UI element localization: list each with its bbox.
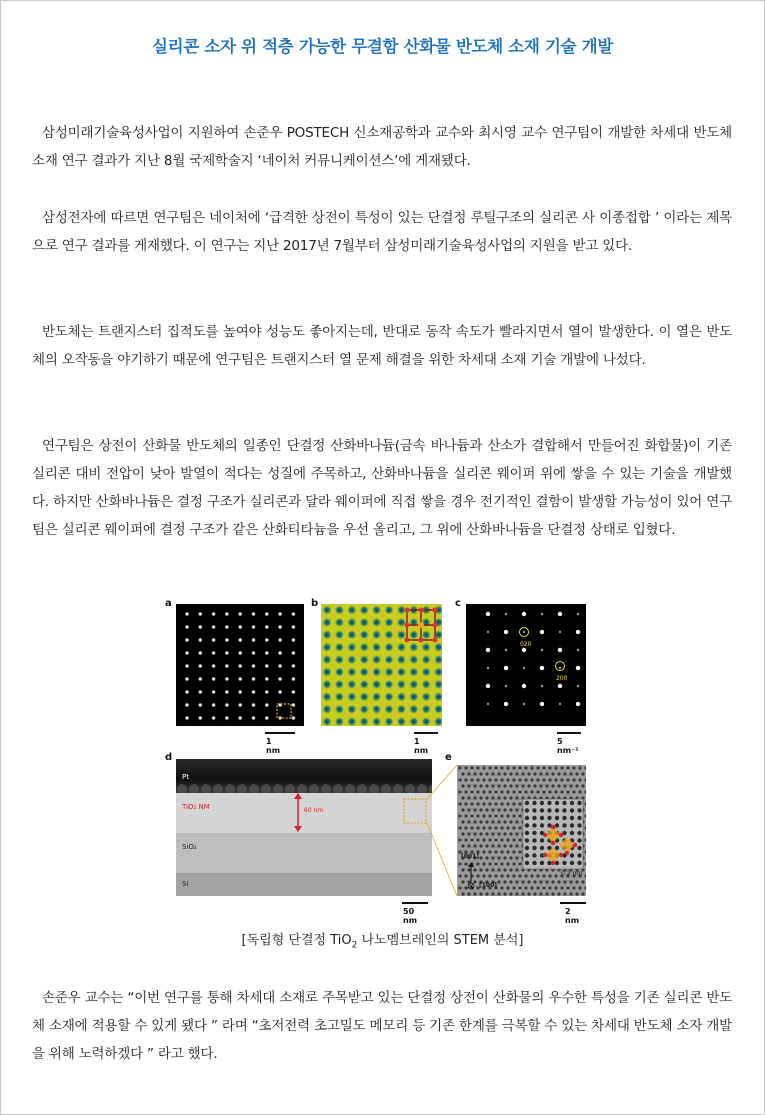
panel-label-a: a	[165, 598, 172, 609]
paragraph-2: 삼성전자에 따르면 연구팀은 네이처에 ‘급격한 상전이 특성이 있는 단결정 루틸구조의 실리콘 사 이종접합 ’ 이라는 제목으로 연구 결과를 게재했다. 이 연구는 지난 2017년 7월부터 삼성미래기술육성사업의 지원을 받고 있다.	[32, 210, 732, 254]
paragraph-3: 반도체는 트랜지스터 집적도를 높여야 성능도 좋아지는데, 반대로 동작 속도가 빨라지면서 열이 발생한다. 이 열은 반도체의 오작동을 야기하기 때문에 연구팀은 트랜지스터 열 문제 해결을 위한 차세대 소재 기술 개발에 나섰다.	[32, 324, 732, 368]
panel-label-b: b	[311, 598, 319, 609]
thickness-label: 60 nm	[304, 807, 324, 814]
label-tio2: TiO₂ NM	[182, 803, 210, 811]
scale-label-b: 1 nm	[414, 737, 429, 755]
paragraph-4: 연구팀은 상전이 산화물 반도체의 일종인 단결정 산화바나듐(금속 바나듐과 산소가 결합해서 만들어진 화합물)이 기존 실리콘 대비 전압이 낮아 발열이 적다는 성질에 주목하고, 산화바나듐을 실리콘 웨이퍼 위에 쌓을 수 있는 기술을 개발했다. 하지만 산화바나듐은 결정 구조가 실리콘과 달라 웨이퍼에 직접 쌓을 경우 전기적인 결함이 발생할 가능성이 있어 연구팀은 실리콘 웨이퍼에 결정 구조가 같은 산화티타늄을 우선 올리고, 그 위에 산화바나듐을 단결정 상태로 입혔다.	[32, 438, 732, 538]
panel-e-hrtem	[457, 765, 586, 896]
paragraph-5: 손준우 교수는 “이번 연구를 통해 차세대 소재로 주목받고 있는 단결정 상전이 산화물의 우수한 특성을 기존 실리콘 반도체 소재에 적용할 수 있게 됐다 ” 라며 “초저전력 초고밀도 메모리 등 기존 한계를 극복할 수 있는 차세대 반도체 소자 개발을 위해 노력하겠다 ” 라고 했다.	[32, 990, 732, 1062]
label-pt: Pt	[182, 773, 189, 781]
caption-text-after: 나노멤브레인의 STEM 분석]	[357, 933, 524, 948]
axis-001-label: [001]	[461, 853, 480, 860]
label-si: Si	[182, 880, 189, 888]
scale-label-c: 5 nm⁻¹	[557, 737, 579, 755]
spot-020-label: 020	[520, 641, 532, 648]
figure-caption	[0, 929, 765, 951]
scale-label-d: 50 nm	[403, 907, 418, 925]
scalebar-e	[560, 902, 586, 904]
axis-100-label: [100]	[479, 882, 498, 889]
spot-200-label: 200	[556, 675, 568, 682]
scale-label-a: 1 nm	[266, 737, 281, 755]
panel-label-d: d	[165, 752, 173, 763]
caption-text-before: [독립형 단결정 TiO	[241, 933, 352, 948]
scale-label-e: 2 nm	[565, 907, 580, 925]
label-sio2: SiO₂	[182, 843, 197, 851]
article-title: 실리콘 소자 위 적층 가능한 무결함 산화물 반도체 소재 기술 개발	[151, 37, 614, 56]
inset-scale-label: 0.2 nm	[561, 870, 583, 877]
panel-label-c: c	[455, 598, 461, 609]
panel-label-e: e	[445, 752, 452, 763]
caption-subscript: 2	[351, 940, 358, 951]
paragraph-1: 삼성미래기술육성사업이 지원하여 손준우 POSTECH 신소재공학과 교수와 최시영 교수 연구팀이 개발한 차세대 반도체 소재 연구 결과가 지난 8월 국제학술지 ‘네이처 커뮤니케이션스’에 게재됐다.	[32, 125, 732, 169]
